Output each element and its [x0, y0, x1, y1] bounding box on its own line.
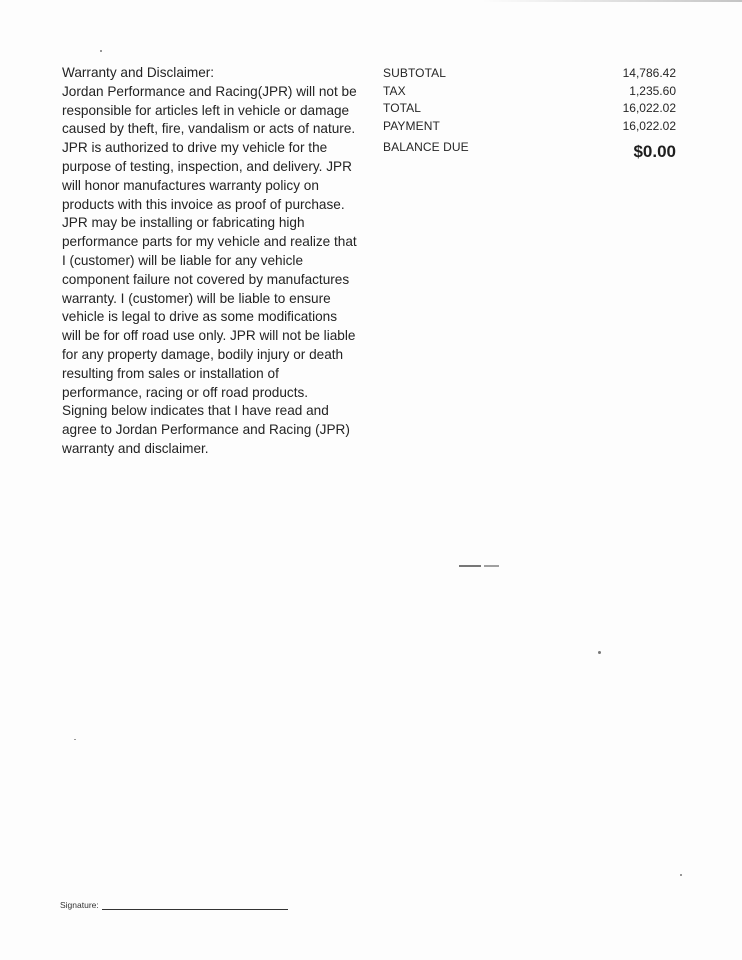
warranty-line: vehicle is legal to drive as some modifications — [62, 309, 338, 325]
warranty-line: performance, racing or off road products. — [62, 384, 309, 400]
warranty-line: products with this invoice as proof of purchase. — [62, 196, 345, 212]
warranty-line: Signing below indicates that I have read and — [62, 403, 329, 419]
tax-value: 1,235.60 — [629, 83, 676, 98]
balance-due-label: BALANCE DUE — [383, 140, 469, 154]
scan-speck — [100, 50, 102, 52]
payment-label: PAYMENT — [383, 118, 440, 133]
scan-speck — [74, 739, 76, 740]
subtotal-value: 14,786.42 — [622, 66, 676, 80]
total-value: 16,022.02 — [622, 101, 676, 115]
payment-row — [383, 119, 676, 137]
warranty-line: Jordan Performance and Racing(JPR) will not be — [62, 83, 357, 99]
tax-label: TAX — [383, 83, 406, 98]
signature-label: Signature: — [60, 900, 99, 910]
warranty-section — [62, 64, 372, 459]
warranty-line: warranty. I (customer) will be liable to ensure — [62, 290, 331, 306]
warranty-line: responsible for articles left in vehicle or damage — [62, 102, 350, 118]
warranty-line: JPR is authorized to drive my vehicle for the — [62, 140, 328, 156]
balance-due-value: $0.00 — [633, 142, 676, 161]
warranty-line: will honor manufactures warranty policy on — [62, 177, 319, 193]
warranty-line: caused by theft, fire, vandalism or acts of nature. — [62, 121, 356, 137]
warranty-line: performance parts for my vehicle and realize that — [62, 234, 357, 250]
balance-due-row — [383, 136, 676, 161]
warranty-title: Warranty and Disclaimer: — [62, 65, 215, 80]
payment-value: 16,022.02 — [622, 118, 676, 133]
stray-pen-mark — [459, 565, 499, 567]
warranty-line: component failure not covered by manufactures — [62, 271, 350, 287]
signature-area — [60, 899, 288, 910]
scan-speck — [680, 874, 682, 876]
totals-section — [383, 66, 676, 161]
scan-speck — [598, 651, 601, 654]
warranty-line: for any property damage, bodily injury or death — [62, 346, 344, 362]
signature-line[interactable] — [102, 899, 288, 910]
subtotal-label: SUBTOTAL — [383, 66, 447, 80]
total-row — [383, 101, 676, 119]
warranty-line: purpose of testing, inspection, and delivery. JPR — [62, 158, 352, 174]
warranty-line: will be for off road use only. JPR will not be liable — [62, 328, 356, 344]
warranty-line: warranty and disclaimer. — [62, 440, 209, 456]
warranty-line: resulting from sales or installation of — [62, 365, 279, 381]
warranty-line: JPR may be installing or fabricating high — [62, 215, 305, 231]
total-label: TOTAL — [383, 101, 422, 115]
subtotal-row — [383, 66, 676, 84]
scan-edge-shadow — [482, 0, 742, 2]
warranty-line: I (customer) will be liable for any vehicle — [62, 252, 304, 268]
warranty-line: agree to Jordan Performance and Racing (JPR) — [62, 422, 350, 438]
tax-row — [383, 84, 676, 102]
